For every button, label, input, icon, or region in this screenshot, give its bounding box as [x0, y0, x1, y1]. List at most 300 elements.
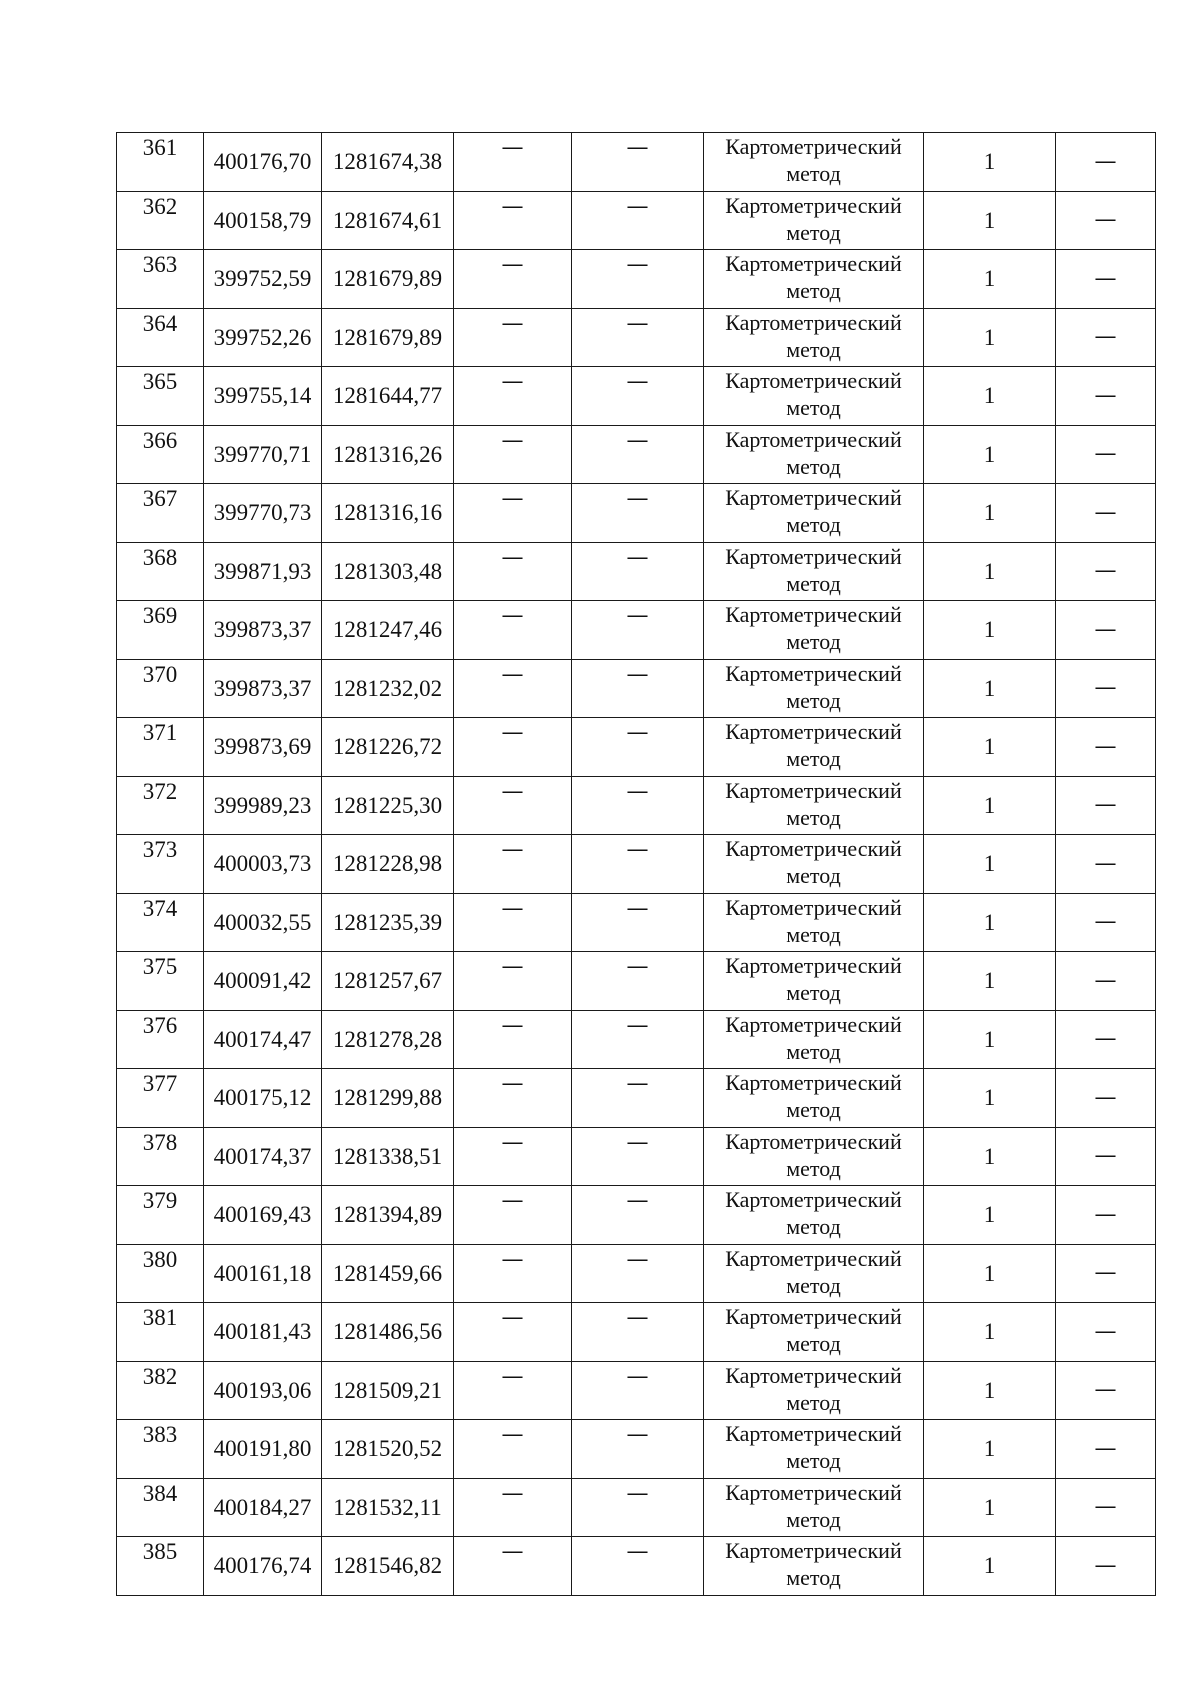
- dash-mark: —: [501, 486, 524, 511]
- dash-mark: —: [501, 1188, 524, 1213]
- method-line1: Картометрический: [725, 192, 902, 218]
- method-line1: Картометрический: [725, 1421, 902, 1446]
- dash-mark: —: [501, 310, 524, 336]
- empty-value-cell: [1056, 718, 1156, 777]
- empty-value-cell: [572, 1420, 704, 1479]
- method-line1: Картометрический: [725, 1070, 902, 1095]
- empty-value-cell: [454, 659, 572, 718]
- method-line1: Картометрический: [725, 953, 902, 978]
- empty-value-cell: [1056, 601, 1156, 660]
- empty-value-cell: [1056, 1537, 1156, 1596]
- accuracy-cell: 1: [924, 425, 1056, 484]
- empty-value-cell: [572, 1478, 704, 1537]
- y-coordinate-cell: 1281257,67: [322, 952, 454, 1011]
- method-line1: Картометрический: [725, 777, 902, 803]
- x-coordinate-cell: 400003,73: [204, 835, 322, 894]
- x-coordinate-cell: 399752,59: [204, 250, 322, 309]
- method-line2: метод: [786, 570, 841, 596]
- x-coordinate-cell: 399770,71: [204, 425, 322, 484]
- empty-value-cell: [1056, 542, 1156, 601]
- point-number-cell: 369: [117, 601, 204, 660]
- method-line2: метод: [786, 453, 841, 479]
- empty-value-cell: [454, 133, 572, 192]
- accuracy-cell: 1: [924, 1537, 1056, 1596]
- method-line2: метод: [786, 1565, 841, 1590]
- dash-mark: —: [501, 1246, 524, 1272]
- accuracy-cell: 1: [924, 367, 1056, 426]
- empty-value-cell: [454, 191, 572, 250]
- table-row: [117, 601, 1156, 660]
- dash-mark: —: [501, 1480, 524, 1506]
- point-number-cell: 383: [117, 1420, 204, 1479]
- x-coordinate-cell: 399989,23: [204, 776, 322, 835]
- point-number-cell: 376: [117, 1010, 204, 1069]
- empty-value-cell: [572, 1127, 704, 1186]
- accuracy-cell: 1: [924, 601, 1056, 660]
- method-line1: Картометрический: [725, 426, 902, 452]
- method-line2: метод: [786, 161, 841, 186]
- y-coordinate-cell: 1281546,82: [322, 1537, 454, 1596]
- dash-mark: —: [501, 1012, 524, 1038]
- empty-value-cell: [572, 133, 704, 192]
- x-coordinate-cell: 399755,14: [204, 367, 322, 426]
- y-coordinate-cell: 1281486,56: [322, 1303, 454, 1362]
- method-line1: Картометрический: [725, 1011, 902, 1037]
- dash-mark: —: [1094, 1026, 1117, 1052]
- method-cell: [704, 1127, 924, 1186]
- table-row: [117, 308, 1156, 367]
- accuracy-cell: 1: [924, 1244, 1056, 1303]
- dash-mark: —: [1094, 1552, 1117, 1578]
- table-row: [117, 1244, 1156, 1303]
- empty-value-cell: [1056, 776, 1156, 835]
- empty-value-cell: [1056, 484, 1156, 543]
- x-coordinate-cell: 400184,27: [204, 1478, 322, 1537]
- x-coordinate-cell: 400091,42: [204, 952, 322, 1011]
- point-number-cell: 366: [117, 425, 204, 484]
- dash-mark: —: [1094, 967, 1117, 993]
- method-cell: [704, 1244, 924, 1303]
- dash-mark: —: [1094, 499, 1117, 525]
- accuracy-cell: 1: [924, 133, 1056, 192]
- dash-mark: —: [501, 135, 524, 160]
- method-line1: Картометрический: [725, 1128, 902, 1154]
- accuracy-cell: 1: [924, 1420, 1056, 1479]
- empty-value-cell: [572, 1361, 704, 1420]
- point-number-cell: 382: [117, 1361, 204, 1420]
- dash-mark: —: [501, 1129, 524, 1155]
- y-coordinate-cell: 1281644,77: [322, 367, 454, 426]
- method-line2: метод: [786, 512, 841, 537]
- dash-mark: —: [626, 1539, 649, 1564]
- accuracy-cell: 1: [924, 1010, 1056, 1069]
- empty-value-cell: [454, 893, 572, 952]
- empty-value-cell: [1056, 1420, 1156, 1479]
- method-cell: [704, 1010, 924, 1069]
- point-number-cell: 375: [117, 952, 204, 1011]
- x-coordinate-cell: 399873,37: [204, 659, 322, 718]
- method-line1: Картометрический: [725, 1362, 902, 1388]
- method-cell: [704, 1186, 924, 1245]
- method-cell: [704, 191, 924, 250]
- dash-mark: —: [501, 895, 524, 921]
- accuracy-cell: 1: [924, 835, 1056, 894]
- dash-mark: —: [626, 252, 649, 277]
- point-number-cell: 381: [117, 1303, 204, 1362]
- empty-value-cell: [1056, 952, 1156, 1011]
- y-coordinate-cell: 1281278,28: [322, 1010, 454, 1069]
- empty-value-cell: [1056, 1127, 1156, 1186]
- table-row: [117, 952, 1156, 1011]
- method-line1: Картометрический: [725, 894, 902, 920]
- empty-value-cell: [454, 542, 572, 601]
- point-number-cell: 365: [117, 367, 204, 426]
- dash-mark: —: [626, 193, 649, 219]
- table-row: [117, 1361, 1156, 1420]
- accuracy-cell: 1: [924, 776, 1056, 835]
- empty-value-cell: [572, 542, 704, 601]
- y-coordinate-cell: 1281679,89: [322, 250, 454, 309]
- method-line2: метод: [786, 278, 841, 303]
- empty-value-cell: [454, 1127, 572, 1186]
- method-cell: [704, 308, 924, 367]
- dash-mark: —: [626, 837, 649, 862]
- x-coordinate-cell: 400169,43: [204, 1186, 322, 1245]
- empty-value-cell: [454, 952, 572, 1011]
- method-cell: [704, 484, 924, 543]
- dash-mark: —: [1094, 616, 1117, 642]
- method-line2: метод: [786, 336, 841, 362]
- empty-value-cell: [572, 601, 704, 660]
- dash-mark: —: [1094, 1494, 1117, 1520]
- table-row: [117, 1127, 1156, 1186]
- dash-mark: —: [501, 661, 524, 687]
- empty-value-cell: [1056, 308, 1156, 367]
- point-number-cell: 384: [117, 1478, 204, 1537]
- dash-mark: —: [626, 1422, 649, 1447]
- empty-value-cell: [572, 308, 704, 367]
- point-number-cell: 374: [117, 893, 204, 952]
- empty-value-cell: [572, 952, 704, 1011]
- y-coordinate-cell: 1281459,66: [322, 1244, 454, 1303]
- empty-value-cell: [1056, 1361, 1156, 1420]
- empty-value-cell: [1056, 659, 1156, 718]
- method-line2: метод: [786, 746, 841, 771]
- empty-value-cell: [454, 425, 572, 484]
- table-row: [117, 1478, 1156, 1537]
- empty-value-cell: [454, 1186, 572, 1245]
- dash-mark: —: [626, 486, 649, 511]
- method-cell: [704, 133, 924, 192]
- empty-value-cell: [572, 1303, 704, 1362]
- accuracy-cell: 1: [924, 308, 1056, 367]
- table-row: [117, 250, 1156, 309]
- method-line2: метод: [786, 1097, 841, 1122]
- empty-value-cell: [572, 835, 704, 894]
- method-line1: Картометрический: [725, 1538, 902, 1563]
- dash-mark: —: [1094, 382, 1117, 408]
- method-line1: Картометрический: [725, 602, 902, 627]
- empty-value-cell: [454, 835, 572, 894]
- coordinates-table-body: [117, 133, 1156, 1596]
- method-line1: Картометрический: [725, 251, 902, 276]
- empty-value-cell: [454, 776, 572, 835]
- dash-mark: —: [501, 1305, 524, 1330]
- dash-mark: —: [1094, 909, 1117, 935]
- method-line2: метод: [786, 1389, 841, 1415]
- empty-value-cell: [1056, 1069, 1156, 1128]
- method-line2: метод: [786, 1331, 841, 1356]
- accuracy-cell: 1: [924, 1127, 1056, 1186]
- empty-value-cell: [572, 425, 704, 484]
- accuracy-cell: 1: [924, 1186, 1056, 1245]
- table-row: [117, 835, 1156, 894]
- empty-value-cell: [1056, 835, 1156, 894]
- empty-value-cell: [1056, 367, 1156, 426]
- empty-value-cell: [454, 484, 572, 543]
- method-cell: [704, 425, 924, 484]
- dash-mark: —: [626, 135, 649, 160]
- empty-value-cell: [1056, 191, 1156, 250]
- point-number-cell: 377: [117, 1069, 204, 1128]
- accuracy-cell: 1: [924, 484, 1056, 543]
- method-cell: [704, 367, 924, 426]
- y-coordinate-cell: 1281299,88: [322, 1069, 454, 1128]
- y-coordinate-cell: 1281228,98: [322, 835, 454, 894]
- method-line1: Картометрический: [725, 368, 902, 393]
- y-coordinate-cell: 1281674,38: [322, 133, 454, 192]
- y-coordinate-cell: 1281509,21: [322, 1361, 454, 1420]
- x-coordinate-cell: 400191,80: [204, 1420, 322, 1479]
- point-number-cell: 362: [117, 191, 204, 250]
- dash-mark: —: [626, 427, 649, 453]
- method-line2: метод: [786, 1272, 841, 1298]
- accuracy-cell: 1: [924, 893, 1056, 952]
- method-cell: [704, 718, 924, 777]
- point-number-cell: 372: [117, 776, 204, 835]
- table-row: [117, 425, 1156, 484]
- empty-value-cell: [572, 659, 704, 718]
- dash-mark: —: [626, 544, 649, 570]
- empty-value-cell: [1056, 893, 1156, 952]
- accuracy-cell: 1: [924, 250, 1056, 309]
- y-coordinate-cell: 1281679,89: [322, 308, 454, 367]
- dash-mark: —: [501, 1539, 524, 1564]
- empty-value-cell: [454, 1361, 572, 1420]
- point-number-cell: 367: [117, 484, 204, 543]
- point-number-cell: 370: [117, 659, 204, 718]
- method-line1: Картометрический: [725, 719, 902, 744]
- y-coordinate-cell: 1281316,16: [322, 484, 454, 543]
- empty-value-cell: [454, 1244, 572, 1303]
- point-number-cell: 368: [117, 542, 204, 601]
- method-line1: Картометрический: [725, 836, 902, 861]
- x-coordinate-cell: 399873,37: [204, 601, 322, 660]
- empty-value-cell: [572, 718, 704, 777]
- dash-mark: —: [626, 1480, 649, 1506]
- empty-value-cell: [454, 1010, 572, 1069]
- method-line2: метод: [786, 1214, 841, 1239]
- dash-mark: —: [626, 603, 649, 628]
- accuracy-cell: 1: [924, 191, 1056, 250]
- dash-mark: —: [626, 1012, 649, 1038]
- empty-value-cell: [1056, 1186, 1156, 1245]
- table-row: [117, 542, 1156, 601]
- dash-mark: —: [501, 1071, 524, 1096]
- method-line1: Картометрический: [725, 485, 902, 510]
- dash-mark: —: [1094, 850, 1117, 876]
- method-cell: [704, 952, 924, 1011]
- method-line2: метод: [786, 629, 841, 654]
- dash-mark: —: [1094, 148, 1117, 174]
- dash-mark: —: [626, 1129, 649, 1155]
- point-number-cell: 371: [117, 718, 204, 777]
- table-row: [117, 1420, 1156, 1479]
- y-coordinate-cell: 1281520,52: [322, 1420, 454, 1479]
- table-row: [117, 659, 1156, 718]
- point-number-cell: 361: [117, 133, 204, 192]
- empty-value-cell: [1056, 1244, 1156, 1303]
- dash-mark: —: [501, 1363, 524, 1389]
- dash-mark: —: [1094, 558, 1117, 584]
- accuracy-cell: 1: [924, 718, 1056, 777]
- point-number-cell: 385: [117, 1537, 204, 1596]
- dash-mark: —: [626, 661, 649, 687]
- method-line2: метод: [786, 1155, 841, 1181]
- empty-value-cell: [1056, 1478, 1156, 1537]
- empty-value-cell: [1056, 425, 1156, 484]
- empty-value-cell: [572, 191, 704, 250]
- y-coordinate-cell: 1281247,46: [322, 601, 454, 660]
- dash-mark: —: [501, 720, 524, 745]
- method-line1: Картометрический: [725, 1479, 902, 1505]
- dash-mark: —: [501, 427, 524, 453]
- dash-mark: —: [1094, 733, 1117, 759]
- dash-mark: —: [1094, 792, 1117, 818]
- dash-mark: —: [501, 369, 524, 394]
- coordinates-table: [116, 132, 1156, 1596]
- x-coordinate-cell: 400175,12: [204, 1069, 322, 1128]
- dash-mark: —: [501, 544, 524, 570]
- method-line2: метод: [786, 1448, 841, 1473]
- method-line1: Картометрический: [725, 1304, 902, 1329]
- x-coordinate-cell: 400181,43: [204, 1303, 322, 1362]
- method-line2: метод: [786, 395, 841, 420]
- method-cell: [704, 776, 924, 835]
- method-line1: Картометрический: [725, 134, 902, 159]
- dash-mark: —: [501, 778, 524, 804]
- empty-value-cell: [572, 1244, 704, 1303]
- accuracy-cell: 1: [924, 659, 1056, 718]
- y-coordinate-cell: 1281532,11: [322, 1478, 454, 1537]
- method-cell: [704, 835, 924, 894]
- method-cell: [704, 659, 924, 718]
- method-line2: метод: [786, 980, 841, 1005]
- empty-value-cell: [572, 893, 704, 952]
- x-coordinate-cell: 399873,69: [204, 718, 322, 777]
- dash-mark: —: [501, 193, 524, 219]
- method-cell: [704, 1478, 924, 1537]
- dash-mark: —: [1094, 1084, 1117, 1110]
- table-row: [117, 191, 1156, 250]
- x-coordinate-cell: 400176,74: [204, 1537, 322, 1596]
- empty-value-cell: [454, 1069, 572, 1128]
- y-coordinate-cell: 1281303,48: [322, 542, 454, 601]
- empty-value-cell: [454, 1420, 572, 1479]
- x-coordinate-cell: 400176,70: [204, 133, 322, 192]
- method-cell: [704, 601, 924, 660]
- x-coordinate-cell: 399752,26: [204, 308, 322, 367]
- method-cell: [704, 1361, 924, 1420]
- empty-value-cell: [572, 1010, 704, 1069]
- y-coordinate-cell: 1281674,61: [322, 191, 454, 250]
- method-line2: метод: [786, 219, 841, 245]
- method-line1: Картометрический: [725, 543, 902, 569]
- method-line2: метод: [786, 1038, 841, 1064]
- dash-mark: —: [501, 837, 524, 862]
- method-cell: [704, 1537, 924, 1596]
- dash-mark: —: [1094, 324, 1117, 350]
- method-cell: [704, 250, 924, 309]
- empty-value-cell: [572, 776, 704, 835]
- empty-value-cell: [454, 308, 572, 367]
- empty-value-cell: [572, 367, 704, 426]
- dash-mark: —: [1094, 675, 1117, 701]
- y-coordinate-cell: 1281394,89: [322, 1186, 454, 1245]
- accuracy-cell: 1: [924, 1303, 1056, 1362]
- dash-mark: —: [626, 1188, 649, 1213]
- method-line1: Картометрический: [725, 660, 902, 686]
- empty-value-cell: [572, 484, 704, 543]
- empty-value-cell: [572, 250, 704, 309]
- dash-mark: —: [1094, 1143, 1117, 1169]
- dash-mark: —: [1094, 1201, 1117, 1227]
- y-coordinate-cell: 1281338,51: [322, 1127, 454, 1186]
- method-cell: [704, 542, 924, 601]
- dash-mark: —: [501, 252, 524, 277]
- empty-value-cell: [454, 601, 572, 660]
- table-row: [117, 1186, 1156, 1245]
- dash-mark: —: [626, 1071, 649, 1096]
- empty-value-cell: [572, 1186, 704, 1245]
- x-coordinate-cell: 400174,37: [204, 1127, 322, 1186]
- dash-mark: —: [626, 778, 649, 804]
- empty-value-cell: [454, 367, 572, 426]
- table-row: [117, 1537, 1156, 1596]
- empty-value-cell: [454, 1537, 572, 1596]
- dash-mark: —: [1094, 265, 1117, 291]
- method-line1: Картометрический: [725, 1187, 902, 1212]
- dash-mark: —: [626, 720, 649, 745]
- dash-mark: —: [1094, 1260, 1117, 1286]
- empty-value-cell: [454, 718, 572, 777]
- table-row: [117, 893, 1156, 952]
- point-number-cell: 364: [117, 308, 204, 367]
- dash-mark: —: [1094, 1377, 1117, 1403]
- x-coordinate-cell: 400193,06: [204, 1361, 322, 1420]
- method-line2: метод: [786, 921, 841, 947]
- x-coordinate-cell: 400161,18: [204, 1244, 322, 1303]
- method-line2: метод: [786, 804, 841, 830]
- method-line1: Картометрический: [725, 1245, 902, 1271]
- table-row: [117, 484, 1156, 543]
- accuracy-cell: 1: [924, 1069, 1056, 1128]
- x-coordinate-cell: 399770,73: [204, 484, 322, 543]
- table-row: [117, 1303, 1156, 1362]
- point-number-cell: 363: [117, 250, 204, 309]
- method-cell: [704, 1069, 924, 1128]
- dash-mark: —: [1094, 441, 1117, 467]
